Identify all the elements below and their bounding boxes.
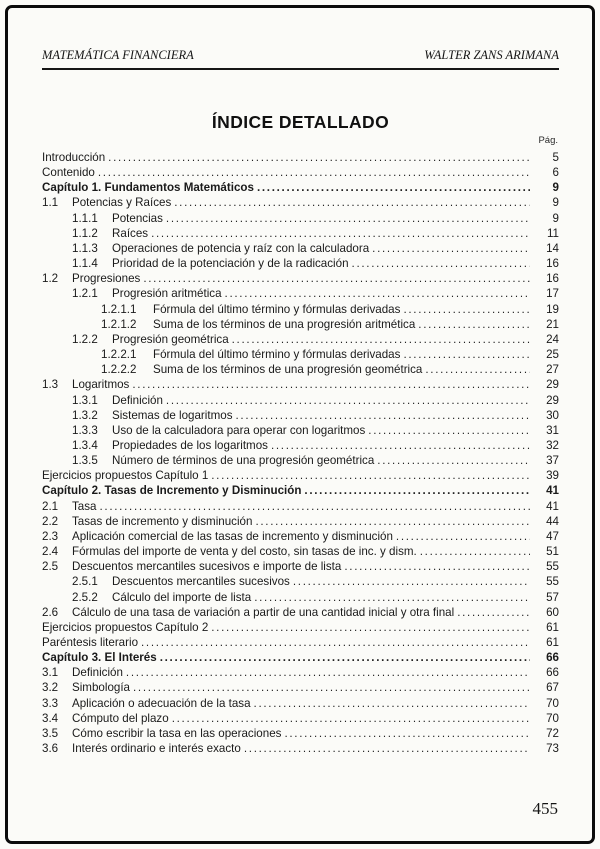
dot-leader: [166, 393, 530, 408]
toc-entry: [42, 423, 559, 438]
toc-entry-text: Potencias y Raíces: [72, 196, 172, 210]
dot-leader: [225, 286, 530, 301]
toc-entry-text: Uso de la calculadora para operar con logaritmos: [112, 423, 366, 437]
dot-leader: [425, 362, 530, 377]
toc-entry-page: 61: [546, 620, 559, 634]
dot-leader: [236, 408, 531, 423]
toc-entry-text: Ejercicios propuestos Capítulo 2: [42, 620, 209, 634]
dot-leader: [151, 226, 530, 241]
toc-entry-text: Sistemas de logaritmos: [112, 408, 233, 422]
toc-entry-text: Prioridad de la potenciación y de la radicación: [112, 257, 349, 271]
toc-entry-page: 6: [552, 166, 559, 180]
toc-entry-text: Capítulo 2. Tasas de Incremento y Disminución: [42, 484, 302, 498]
dot-leader: [132, 377, 530, 392]
toc-entry-text: Suma de los términos de una progresión geométrica: [153, 363, 423, 377]
toc-entry-text: Aplicación o adecuación de la tasa: [72, 696, 251, 710]
toc-entry-page: 29: [546, 393, 559, 407]
toc-entry-text: Propiedades de los logaritmos: [112, 438, 268, 452]
toc-entry-page: 66: [546, 666, 559, 680]
toc-entry: [42, 544, 559, 559]
toc-entry: [42, 650, 559, 665]
dot-leader: [368, 423, 530, 438]
page-content: [42, 48, 559, 756]
dot-leader: [166, 211, 530, 226]
toc-entry-text: Logaritmos: [72, 378, 130, 392]
dot-leader: [304, 483, 530, 498]
toc-entry-page: 55: [546, 575, 559, 589]
toc-entry-page: 39: [546, 469, 559, 483]
toc-entry-page: 14: [546, 241, 559, 255]
toc-entry: [42, 332, 559, 347]
dot-leader: [396, 529, 530, 544]
toc-entry-number: 1.1: [42, 196, 59, 210]
toc-entry-number: 1.2.1.1: [101, 302, 137, 316]
dot-leader: [126, 665, 530, 680]
toc-entry-page: 55: [546, 560, 559, 574]
toc-entry-number: 1.2.2: [72, 332, 98, 346]
dot-leader: [344, 559, 530, 574]
toc-entry-page: 9: [552, 196, 559, 210]
toc-entry-page: 41: [546, 499, 559, 513]
header-book-title: MATEMÁTICA FINANCIERA: [42, 48, 194, 62]
toc-entry-text: Cálculo de una tasa de variación a partir de una cantidad inicial y otra final: [72, 605, 455, 619]
dot-leader: [133, 680, 530, 695]
toc-entry: [42, 438, 559, 453]
toc-entry-text: Descuentos mercantiles sucesivos: [112, 575, 290, 589]
toc-entry-number: 2.6: [42, 605, 59, 619]
toc-entry-text: Raíces: [112, 226, 149, 240]
toc-entry: [42, 483, 559, 498]
dot-leader: [254, 590, 530, 605]
toc-entry-page: 70: [546, 696, 559, 710]
toc-entry-number: 1.2.2.2: [101, 363, 137, 377]
toc-entry: [42, 605, 559, 620]
toc-entry-number: 3.6: [42, 742, 59, 756]
toc-entry-text: Definición: [72, 666, 123, 680]
toc-entry: [42, 499, 559, 514]
dot-leader: [254, 696, 530, 711]
toc-entry-number: 1.3.5: [72, 454, 98, 468]
toc-entry-text: Número de términos de una progresión geométrica: [112, 454, 375, 468]
toc-entry-text: Interés ordinario e interés exacto: [72, 742, 241, 756]
dot-leader: [457, 605, 530, 620]
toc-entry-page: 41: [546, 484, 559, 498]
toc-entry: [42, 256, 559, 271]
toc-entry-number: 1.1.3: [72, 241, 98, 255]
toc-entry-text: Fórmula del último término y fórmulas derivadas: [153, 302, 401, 316]
toc-entry-page: 25: [546, 348, 559, 362]
toc-entry-page: 16: [546, 257, 559, 271]
toc-entry-text: Simbología: [72, 681, 131, 695]
toc-entry: [42, 468, 559, 483]
toc-entry-page: 9: [552, 211, 559, 225]
dot-leader: [403, 302, 530, 317]
toc-entry-number: 3.1: [42, 666, 59, 680]
toc-entry-text: Fórmulas del importe de venta y del costo, sin tasas de inc. y dism.: [72, 545, 417, 559]
running-header: [42, 48, 559, 70]
dot-leader: [372, 241, 530, 256]
toc-entry: [42, 241, 559, 256]
toc-entry-number: 2.5.1: [72, 575, 98, 589]
toc-entry: [42, 317, 559, 332]
dot-leader: [232, 332, 530, 347]
toc-entry-number: 1.3.4: [72, 438, 98, 452]
dot-leader: [418, 317, 530, 332]
toc-entry-page: 57: [546, 590, 559, 604]
toc-entry-text: Aplicación comercial de las tasas de incremento y disminución: [72, 529, 393, 543]
toc-entry-page: 61: [546, 636, 559, 649]
toc-entry-text: Capítulo 3. El Interés: [42, 651, 157, 665]
dot-leader: [293, 574, 530, 589]
toc-entry-number: 2.4: [42, 545, 59, 559]
toc-entry: [42, 741, 559, 756]
toc-entry-number: 1.3.2: [72, 408, 98, 422]
toc-entry-page: 21: [546, 317, 559, 331]
toc-entry: [42, 514, 559, 529]
dot-leader: [174, 195, 530, 210]
toc-entry-number: 1.2: [42, 272, 59, 286]
dot-leader: [100, 499, 531, 514]
toc-entry: [42, 453, 559, 468]
toc-entry: [42, 393, 559, 408]
toc-entry-page: 66: [546, 651, 559, 665]
toc-entry-page: 47: [546, 529, 559, 543]
toc-entry: [42, 180, 559, 195]
toc-entry: [42, 226, 559, 241]
dot-leader: [352, 256, 530, 271]
dot-leader: [160, 650, 530, 665]
toc-entry-number: 1.1.1: [72, 211, 98, 225]
dot-leader: [284, 726, 530, 741]
toc-entry: [42, 347, 559, 362]
toc-entry-page: 5: [552, 151, 559, 164]
toc-entry-text: Contenido: [42, 166, 95, 180]
toc-entry-text: Capítulo 1. Fundamentos Matemáticos: [42, 181, 254, 195]
toc-entry-page: 73: [546, 742, 559, 756]
toc-entry: [42, 665, 559, 680]
toc-title: ÍNDICE DETALLADO: [211, 112, 390, 132]
toc-entry: [42, 574, 559, 589]
toc-entry-text: Operaciones de potencia y raíz con la calculadora: [112, 241, 370, 255]
toc-entry-text: Cálculo del importe de lista: [112, 590, 252, 604]
toc-entry-page: 24: [546, 332, 559, 346]
toc-entry-page: 16: [546, 272, 559, 286]
toc-entry-number: 1.3.1: [72, 393, 98, 407]
toc-entry-page: 11: [546, 226, 559, 240]
toc-entry-text: Cómo escribir la tasa en las operaciones: [72, 726, 282, 740]
toc-entry: [42, 726, 559, 741]
folio-page-number: 455: [532, 799, 558, 818]
toc-entry-text: Tasa: [72, 499, 97, 513]
toc-entry-number: 3.3: [42, 696, 59, 710]
toc-entry-text: Cómputo del plazo: [72, 711, 169, 725]
header-author-name: WALTER ZANS ARIMANA: [424, 48, 559, 62]
toc-entry-page: 31: [546, 423, 559, 437]
toc-entry-number: 1.1.2: [72, 226, 98, 240]
toc-entry-page: 17: [546, 287, 559, 301]
toc-entry: [42, 165, 559, 180]
toc-entry-page: 44: [546, 514, 559, 528]
toc-entry-number: 1.2.1.2: [101, 317, 137, 331]
toc-entry: [42, 211, 559, 226]
toc-entry-text: Descuentos mercantiles sucesivos e importe de lista: [72, 560, 342, 574]
toc-entry-text: Tasas de incremento y disminución: [72, 514, 253, 528]
toc-entry-page: 70: [546, 711, 559, 725]
toc-entry-number: 1.1.4: [72, 257, 98, 271]
dot-leader: [255, 514, 530, 529]
dot-leader: [257, 180, 530, 195]
toc-entry-number: 2.5: [42, 560, 59, 574]
toc-entry: [42, 620, 559, 635]
toc-entry-text: Progresiones: [72, 272, 141, 286]
dot-leader: [108, 150, 530, 165]
toc-entry-text: Introducción: [42, 151, 106, 164]
toc-entry-page: 19: [546, 302, 559, 316]
toc-entry-page: 9: [552, 181, 559, 195]
toc-entry-number: 2.1: [42, 499, 59, 513]
dot-leader: [377, 453, 530, 468]
toc-entry: [42, 529, 559, 544]
toc-entry-text: Definición: [112, 393, 163, 407]
dot-leader: [244, 741, 530, 756]
toc-entry: [42, 271, 559, 286]
toc-entry: [42, 150, 559, 165]
toc-entry-number: 2.3: [42, 529, 59, 543]
toc-entry-number: 1.2.1: [72, 287, 98, 301]
toc-entry-text: Progresión aritmética: [112, 287, 222, 301]
page-column-label: Pág.: [538, 135, 558, 146]
toc-entry-number: 3.4: [42, 711, 59, 725]
toc-entry-number: 2.5.2: [72, 590, 98, 604]
toc-entry: [42, 711, 559, 726]
toc-entry: [42, 680, 559, 695]
toc-entry-page: 51: [546, 545, 559, 559]
toc-entry-text: Potencias: [112, 211, 163, 225]
toc-entry-page: 32: [546, 438, 559, 452]
toc-entry-text: Fórmula del último término y fórmulas derivadas: [153, 348, 401, 362]
toc-entry: [42, 195, 559, 210]
dot-leader: [211, 620, 530, 635]
dot-leader: [211, 468, 530, 483]
toc-entry-page: 37: [546, 454, 559, 468]
toc-entry-text: Ejercicios propuestos Capítulo 1: [42, 469, 209, 483]
toc-entry-page: 67: [546, 681, 559, 695]
dot-leader: [403, 347, 530, 362]
toc-entry: [42, 302, 559, 317]
toc-entry-number: 1.3.3: [72, 423, 98, 437]
toc-entry-number: 1.2.2.1: [101, 348, 137, 362]
toc-entry: [42, 286, 559, 301]
dot-leader: [420, 544, 530, 559]
toc-entry-text: Suma de los términos de una progresión aritmética: [153, 317, 416, 331]
toc-entry-number: 2.2: [42, 514, 59, 528]
toc-entry: [42, 559, 559, 574]
toc-list: [42, 150, 559, 756]
toc-entry: [42, 696, 559, 711]
toc-entry-page: 72: [546, 726, 559, 740]
toc-entry-page: 29: [546, 378, 559, 392]
dot-leader: [141, 635, 530, 650]
dot-leader: [143, 271, 530, 286]
toc-entry: [42, 408, 559, 423]
toc-entry-page: 27: [546, 363, 559, 377]
toc-entry: [42, 590, 559, 605]
toc-entry: [42, 635, 559, 650]
dot-leader: [172, 711, 530, 726]
toc-entry-number: 1.3: [42, 378, 59, 392]
toc-entry: [42, 362, 559, 377]
dot-leader: [98, 165, 530, 180]
toc-entry-number: 3.2: [42, 681, 59, 695]
dot-leader: [271, 438, 530, 453]
toc-entry: [42, 377, 559, 392]
toc-entry-text: Paréntesis literario: [42, 636, 139, 649]
toc-entry-page: 30: [546, 408, 559, 422]
toc-entry-text: Progresión geométrica: [112, 332, 229, 346]
toc-entry-number: 3.5: [42, 726, 59, 740]
toc-entry-page: 60: [546, 605, 559, 619]
